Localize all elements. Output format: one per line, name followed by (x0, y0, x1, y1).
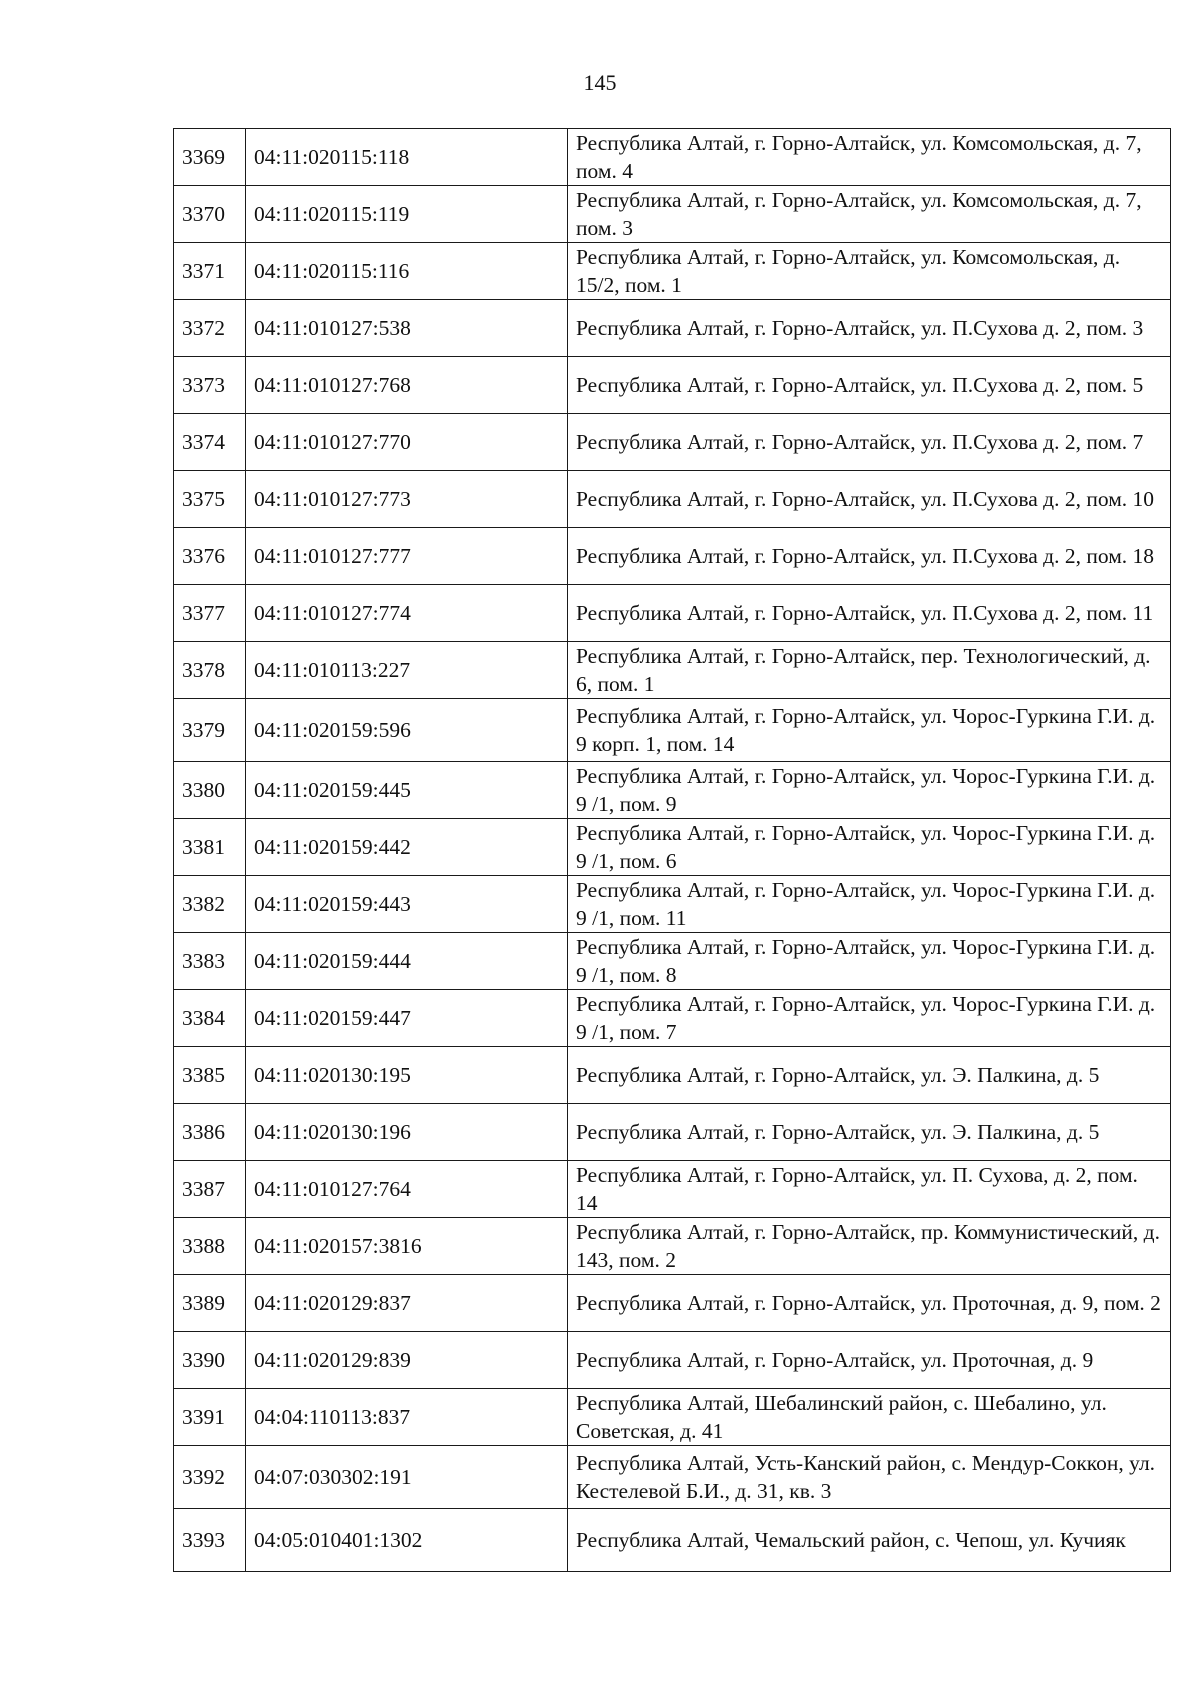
row-number: 3382 (174, 876, 246, 933)
table-row (174, 585, 1171, 642)
row-number: 3372 (174, 300, 246, 357)
row-number: 3385 (174, 1047, 246, 1104)
row-number: 3383 (174, 933, 246, 990)
cadastral-number: 04:11:020159:445 (246, 762, 568, 819)
cadastral-number: 04:11:020157:3816 (246, 1218, 568, 1275)
row-number: 3391 (174, 1389, 246, 1446)
table-row (174, 357, 1171, 414)
table-row (174, 1389, 1171, 1446)
table-row (174, 1446, 1171, 1509)
row-number: 3393 (174, 1509, 246, 1572)
row-number: 3389 (174, 1275, 246, 1332)
row-number: 3386 (174, 1104, 246, 1161)
property-address: Республика Алтай, г. Горно-Алтайск, ул. П.Сухова д. 2, пом. 7 (568, 414, 1171, 471)
page-number: 145 (583, 70, 617, 95)
property-address: Республика Алтай, г. Горно-Алтайск, ул. Чорос-Гуркина Г.И. д. 9 /1, пом. 11 (568, 876, 1171, 933)
row-number: 3370 (174, 186, 246, 243)
row-number: 3379 (174, 699, 246, 762)
property-address: Республика Алтай, г. Горно-Алтайск, ул. Э. Палкина, д. 5 (568, 1047, 1171, 1104)
table-row (174, 819, 1171, 876)
table-row (174, 933, 1171, 990)
row-number: 3378 (174, 642, 246, 699)
table-row (174, 129, 1171, 186)
property-address: Республика Алтай, г. Горно-Алтайск, ул. П.Сухова д. 2, пом. 11 (568, 585, 1171, 642)
cadastral-number: 04:11:020159:447 (246, 990, 568, 1047)
property-address: Республика Алтай, г. Горно-Алтайск, ул. Чорос-Гуркина Г.И. д. 9 /1, пом. 6 (568, 819, 1171, 876)
property-address: Республика Алтай, г. Горно-Алтайск, ул. П. Сухова, д. 2, пом. 14 (568, 1161, 1171, 1218)
table-row (174, 243, 1171, 300)
row-number: 3384 (174, 990, 246, 1047)
cadastral-number: 04:11:010113:227 (246, 642, 568, 699)
table-row (174, 186, 1171, 243)
table-row (174, 762, 1171, 819)
row-number: 3377 (174, 585, 246, 642)
cadastral-number: 04:11:020129:837 (246, 1275, 568, 1332)
cadastral-number: 04:11:020115:118 (246, 129, 568, 186)
cadastral-number: 04:11:010127:777 (246, 528, 568, 585)
table-row (174, 471, 1171, 528)
cadastral-number: 04:05:010401:1302 (246, 1509, 568, 1572)
cadastral-number: 04:11:020159:443 (246, 876, 568, 933)
property-address: Республика Алтай, Шебалинский район, с. Шебалино, ул. Советская, д. 41 (568, 1389, 1171, 1446)
cadastral-number: 04:11:010127:764 (246, 1161, 568, 1218)
table-row (174, 876, 1171, 933)
row-number: 3381 (174, 819, 246, 876)
property-address: Республика Алтай, г. Горно-Алтайск, пер. Технологический, д. 6, пом. 1 (568, 642, 1171, 699)
table-row (174, 990, 1171, 1047)
row-number: 3373 (174, 357, 246, 414)
row-number: 3392 (174, 1446, 246, 1509)
table-row (174, 642, 1171, 699)
property-address: Республика Алтай, г. Горно-Алтайск, ул. П.Сухова д. 2, пом. 3 (568, 300, 1171, 357)
property-address: Республика Алтай, Чемальский район, с. Чепош, ул. Кучияк (568, 1509, 1171, 1572)
row-number: 3371 (174, 243, 246, 300)
cadastral-number: 04:11:010127:538 (246, 300, 568, 357)
table-row (174, 414, 1171, 471)
property-address: Республика Алтай, г. Горно-Алтайск, ул. П.Сухова д. 2, пом. 5 (568, 357, 1171, 414)
property-address: Республика Алтай, г. Горно-Алтайск, ул. Комсомольская, д. 15/2, пом. 1 (568, 243, 1171, 300)
table-row (174, 1218, 1171, 1275)
cadastral-number: 04:11:020159:596 (246, 699, 568, 762)
property-address: Республика Алтай, г. Горно-Алтайск, ул. Чорос-Гуркина Г.И. д. 9 /1, пом. 7 (568, 990, 1171, 1047)
property-address: Республика Алтай, г. Горно-Алтайск, ул. Чорос-Гуркина Г.И. д. 9 корп. 1, пом. 14 (568, 699, 1171, 762)
property-address: Республика Алтай, г. Горно-Алтайск, пр. Коммунистический, д. 143, пом. 2 (568, 1218, 1171, 1275)
row-number: 3375 (174, 471, 246, 528)
row-number: 3376 (174, 528, 246, 585)
property-address: Республика Алтай, г. Горно-Алтайск, ул. Чорос-Гуркина Г.И. д. 9 /1, пом. 8 (568, 933, 1171, 990)
cadastral-number: 04:11:010127:770 (246, 414, 568, 471)
property-address: Республика Алтай, г. Горно-Алтайск, ул. Комсомольская, д. 7, пом. 4 (568, 129, 1171, 186)
table-row (174, 1047, 1171, 1104)
property-address: Республика Алтай, Усть-Канский район, с. Мендур-Соккон, ул. Кестелевой Б.И., д. 31, кв. 3 (568, 1446, 1171, 1509)
cadastral-number: 04:11:020159:442 (246, 819, 568, 876)
row-number: 3369 (174, 129, 246, 186)
cadastral-number: 04:07:030302:191 (246, 1446, 568, 1509)
cadastral-number: 04:11:020159:444 (246, 933, 568, 990)
row-number: 3380 (174, 762, 246, 819)
table-row (174, 699, 1171, 762)
row-number: 3387 (174, 1161, 246, 1218)
row-number: 3388 (174, 1218, 246, 1275)
table-row (174, 1275, 1171, 1332)
property-address: Республика Алтай, г. Горно-Алтайск, ул. П.Сухова д. 2, пом. 10 (568, 471, 1171, 528)
property-address: Республика Алтай, г. Горно-Алтайск, ул. Чорос-Гуркина Г.И. д. 9 /1, пом. 9 (568, 762, 1171, 819)
cadastral-number: 04:11:020130:196 (246, 1104, 568, 1161)
table-row (174, 1104, 1171, 1161)
cadastral-number: 04:11:010127:768 (246, 357, 568, 414)
cadastral-number: 04:04:110113:837 (246, 1389, 568, 1446)
table-row (174, 300, 1171, 357)
cadastral-number: 04:11:020129:839 (246, 1332, 568, 1389)
cadastral-number: 04:11:010127:773 (246, 471, 568, 528)
property-address: Республика Алтай, г. Горно-Алтайск, ул. Проточная, д. 9, пом. 2 (568, 1275, 1171, 1332)
table-row (174, 1332, 1171, 1389)
row-number: 3390 (174, 1332, 246, 1389)
cadastral-number: 04:11:020130:195 (246, 1047, 568, 1104)
table-row (174, 1161, 1171, 1218)
property-address: Республика Алтай, г. Горно-Алтайск, ул. Проточная, д. 9 (568, 1332, 1171, 1389)
table-row (174, 1509, 1171, 1572)
cadastral-number: 04:11:020115:119 (246, 186, 568, 243)
property-address: Республика Алтай, г. Горно-Алтайск, ул. Комсомольская, д. 7, пом. 3 (568, 186, 1171, 243)
property-address: Республика Алтай, г. Горно-Алтайск, ул. П.Сухова д. 2, пом. 18 (568, 528, 1171, 585)
row-number: 3374 (174, 414, 246, 471)
cadastral-number: 04:11:010127:774 (246, 585, 568, 642)
cadastral-number: 04:11:020115:116 (246, 243, 568, 300)
property-registry-table (173, 128, 1171, 1572)
property-address: Республика Алтай, г. Горно-Алтайск, ул. Э. Палкина, д. 5 (568, 1104, 1171, 1161)
table-row (174, 528, 1171, 585)
